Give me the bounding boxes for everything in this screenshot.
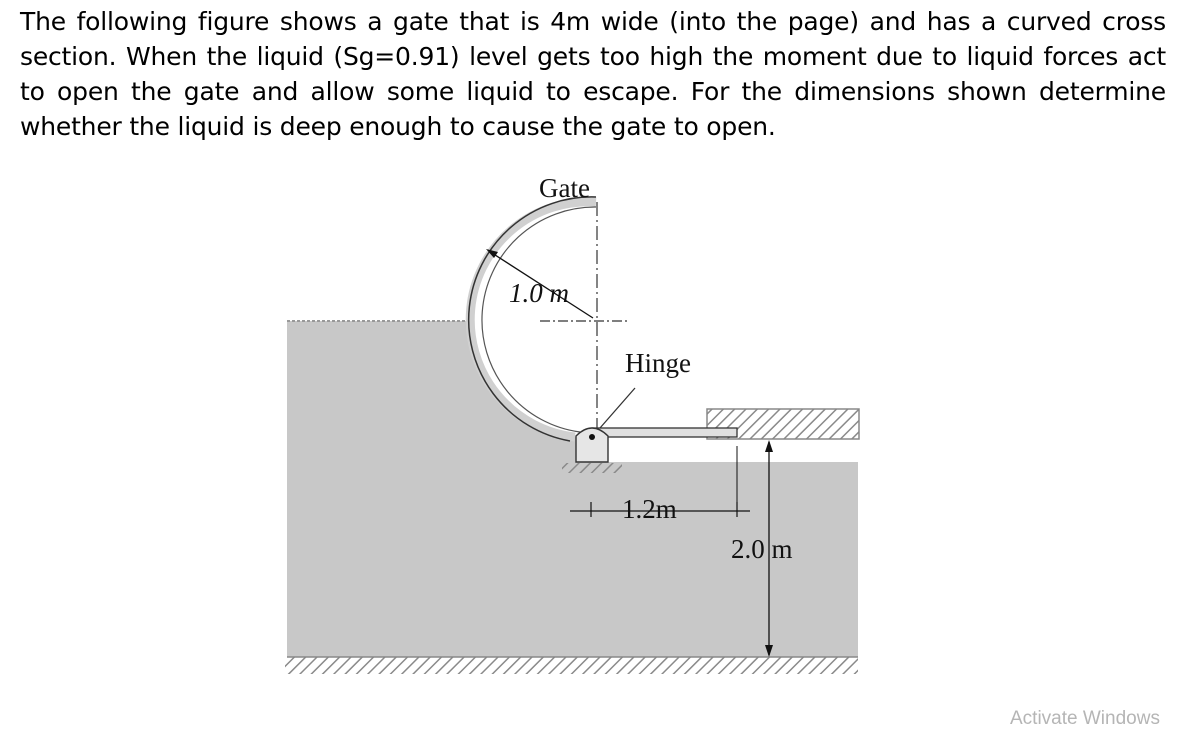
horizontal-dimension-label: 1.2m xyxy=(622,494,677,524)
hinge-base-hatch xyxy=(562,463,622,473)
problem-statement: The following figure shows a gate that is 4m wide (into the page) and has a curved cross section. When the liquid (Sg=0.91) level gets too high the moment due to liquid forces act to open the gate and allow some liquid to escape. For the dimensions shown determine whether the liquid is deep enough to cause the gate to open. xyxy=(20,7,1166,141)
hinge-label: Hinge xyxy=(625,348,691,378)
hinge-block xyxy=(576,428,608,462)
radius-label: 1.0 m xyxy=(509,278,569,308)
activate-windows-watermark: Activate Windows xyxy=(1010,708,1160,729)
depth-dimension-label: 2.0 m xyxy=(731,534,793,564)
gate-label: Gate xyxy=(539,173,590,203)
gate-arm xyxy=(592,428,737,437)
hinge-leader xyxy=(600,388,635,428)
liquid-region xyxy=(287,321,858,657)
floor-hatch xyxy=(285,657,858,674)
hinge-pin xyxy=(589,434,595,440)
dim-2p0-arrow-top xyxy=(765,440,773,452)
